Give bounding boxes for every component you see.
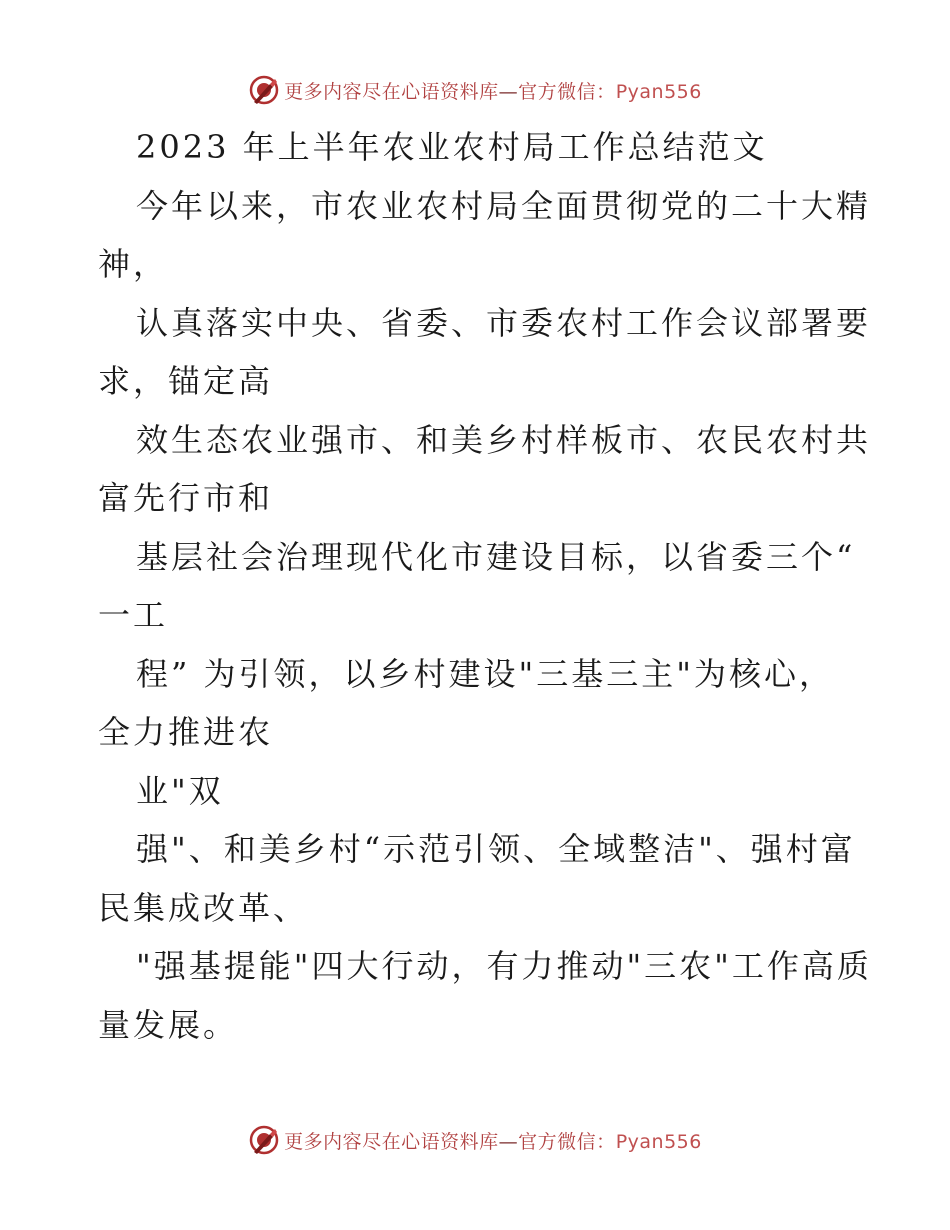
banner-separator: — [498,1130,519,1153]
text-line: 今年以来，市农业农村局全面贯彻党的二十大精 [136,186,872,225]
banner-wechat-id: Pyan556 [615,1130,702,1153]
text-line: "强基提能"四大行动，有力推动"三农"工作高质 [136,947,872,985]
banner-official-label: 官方微信： [518,1130,616,1153]
footer-banner [0,1120,950,1160]
banner-official-label: 官方微信： [518,80,616,103]
document-body [98,118,872,1054]
text-line: 强"、和美乡村“示范引领、全域整洁"、强村富 [136,830,856,868]
text-line: 量发展。 [98,1005,239,1044]
text-line: 富先行市和 [98,479,274,517]
banner-separator: — [498,80,519,103]
text-line: 神， [98,245,169,283]
banner-wechat-id: Pyan556 [615,80,702,103]
banner-promo-text: 更多内容尽在心语资料库 [284,1130,499,1153]
text-line: 效生态农业强市、和美乡村样板市、农民农村共 [136,420,872,459]
text-line: 2023 年上半年农业农村局工作总结范文 [136,128,768,166]
pen-logo-icon [248,1124,280,1156]
text-line: 基层社会治理现代化市建设目标，以省委三个“ [136,537,856,576]
text-line: 程” 为引领，以乡村建设"三基三主"为核心， [136,654,834,693]
text-line: 全力推进农 [98,713,274,751]
banner-text [284,77,702,104]
text-line: 一工 [98,596,169,634]
banner-promo-text: 更多内容尽在心语资料库 [284,80,499,103]
text-line: 民集成改革、 [98,888,309,927]
header-banner [0,70,950,110]
pen-logo-icon [248,74,280,106]
text-line: 认真落实中央、省委、市委农村工作会议部署要 [136,303,872,342]
text-line: 业"双 [136,771,224,810]
text-line: 求，锚定高 [98,362,274,400]
banner-text [284,1127,702,1154]
